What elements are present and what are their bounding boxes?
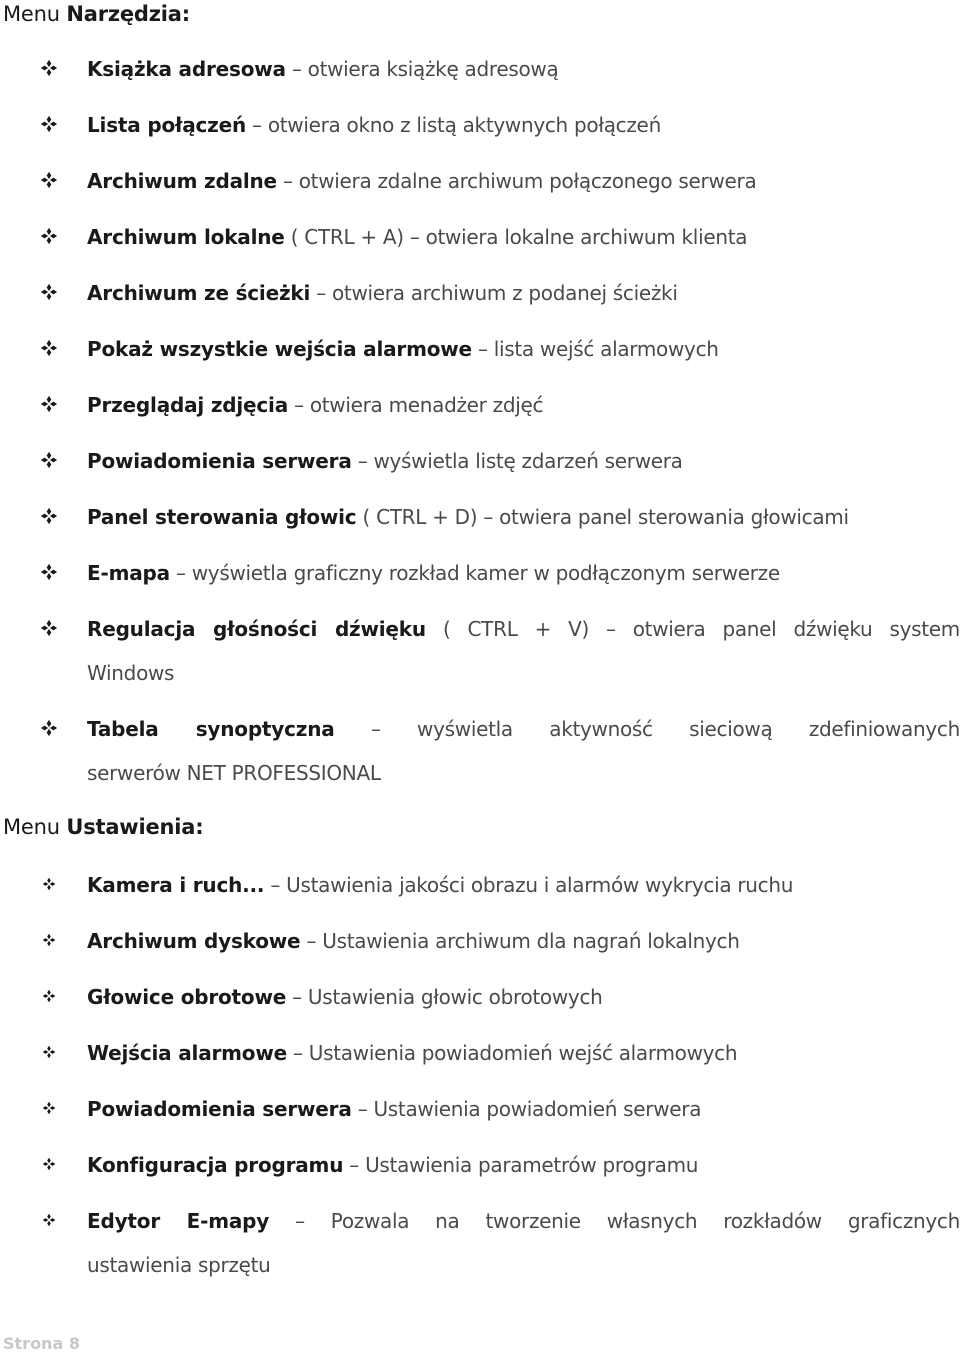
diamond-bullet-icon — [40, 227, 58, 245]
diamond-bullet-icon — [40, 59, 58, 77]
diamond-bullet-icon — [40, 563, 58, 581]
diamond-bullet-icon — [40, 395, 58, 413]
diamond-bullet-icon — [42, 1101, 56, 1115]
diamond-bullet-icon — [40, 115, 58, 133]
diamond-bullet-icon — [42, 989, 56, 1003]
diamond-bullet-icon — [42, 1213, 56, 1227]
diamond-bullet-icon — [40, 719, 58, 737]
section-heading-ustawienia: Menu Ustawienia: — [3, 815, 204, 839]
page-number: Strona 8 — [3, 1334, 80, 1353]
diamond-bullet-icon — [42, 1045, 56, 1059]
diamond-bullet-icon — [40, 451, 58, 469]
document-page: Menu Narzędzia: Książka adresowa – otwiera książkę adresową Lista połączeń – otwiera okno z listą aktywnych połączeń Archiwum zdalne – otwiera zdalne archiwum połączonego serwera Archiwum lokalne ( CTRL + A) – otwiera lokalne archiwum klienta Archiwum ze ścieżki – otwiera archiwum z podanej ścieżki Pokaż wszystkie wejścia alarmowe – lista wejść alarmowych Przeglądaj zdjęcia – otwiera menadżer zdjęć Powiadomienia serwera – wyświetla listę zdarzeń serwera Panel sterowania głowic ( CTRL + D) – otwiera panel sterowania głowicami E-mapa – wyświetla graficzny rozkład kamer w podłączonym serwerze Regulacja głośności dźwięku ( CTRL + V) – otwiera panel dźwięku system Windows Tabela synoptyczna – wyświetla aktywność sieciową zdefiniowanych serwerów NET PROFESSIONAL Menu Ustawienia: Kamera i ruch... – Ustawienia jakości obrazu i alarmów wykrycia ruchu Archiwum dyskowe – Ustawienia archiwum dla nagrań lokalnych Głowice obrotowe – Ustawienia głowic obrotowych Wejścia alarmowe – Ustawienia powiadomień wejść alarmowych Powiadomienia serwera – Ustawienia powiadomień serwera Konfiguracja programu – Ustawienia parametrów programu Edytor E-mapy – Pozwala na tworzenie własnych rozkładów graficznych ustawienia sprzętu Strona 8 — [3, 2, 960, 1353]
diamond-bullet-icon — [42, 933, 56, 947]
section-heading-narzedzia: Menu Narzędzia: — [3, 2, 190, 26]
diamond-bullet-icon — [40, 283, 58, 301]
diamond-bullet-icon — [40, 619, 58, 637]
diamond-bullet-icon — [42, 1157, 56, 1171]
diamond-bullet-icon — [40, 339, 58, 357]
diamond-bullet-icon — [42, 877, 56, 891]
diamond-bullet-icon — [40, 171, 58, 189]
diamond-bullet-icon — [40, 507, 58, 525]
